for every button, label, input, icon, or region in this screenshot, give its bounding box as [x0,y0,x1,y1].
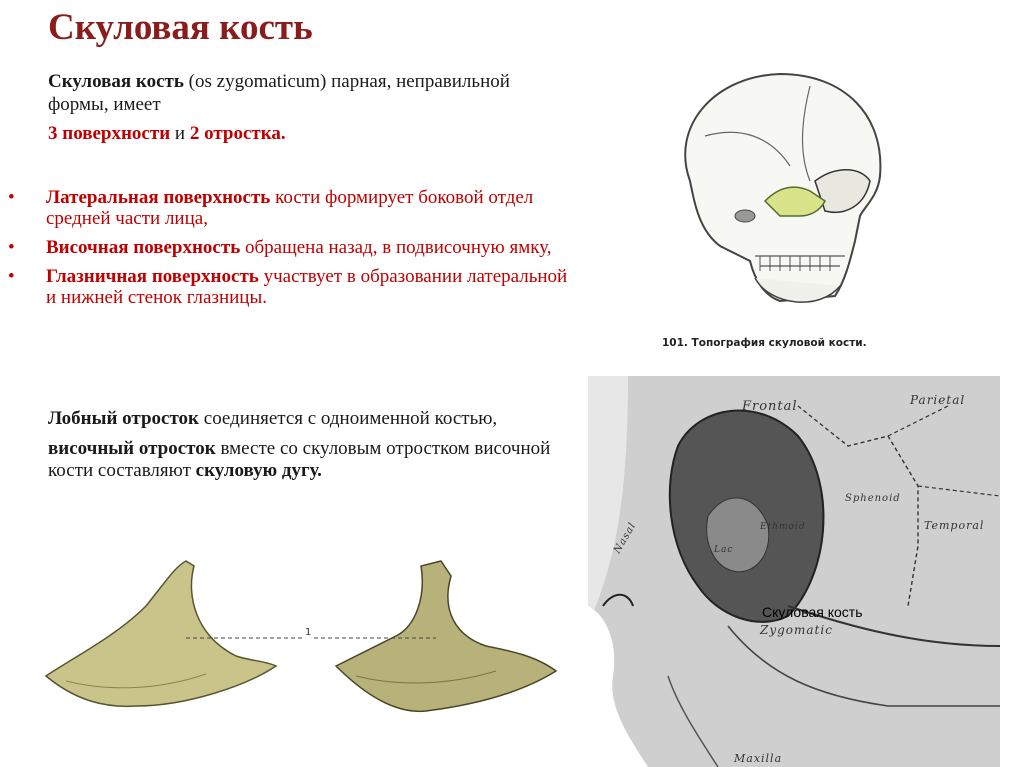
frontal-process-paragraph [48,408,578,430]
list-item [8,237,568,258]
surface-description: обращена назад, в подвисочную ямку, [240,237,552,258]
frontal-process-description: соединяется с одноименной костью, [199,408,498,429]
orbit-engraving-illustration [588,376,1000,767]
bones-marker-label: 1 [305,627,312,638]
temporal-process-term: височный отросток [48,438,216,459]
bullet-marker: • [8,187,15,208]
maxilla-label: Maxilla [734,752,783,765]
parietal-label: Parietal [910,393,966,407]
surface-name: Височная поверхность [46,237,241,258]
intro-definition [48,70,568,116]
processes-count: 2 отростка. [189,123,286,144]
list-item [8,187,568,229]
surfaces-list [8,187,568,316]
ethmoid-label: Ethmoid [760,522,806,532]
temporal-process-paragraph [48,438,578,482]
surface-description: кости формирует боковой отдел средней части лица, [46,187,534,229]
list-item [8,266,568,308]
surface-name: Латеральная поверхность [46,187,271,208]
skull-topography-illustration [660,66,900,336]
temporal-process-description: вместе со скуловым отростком височной кости составляют [48,438,551,481]
surface-name: Глазничная поверхность [46,266,259,287]
nasal-label: Nasal [612,520,639,556]
zygomatic-arch-term: скуловую дугу. [195,460,322,481]
zygomatic-latin-label: Zygomatic [760,623,833,637]
frontal-process-term: Лобный отросток [48,408,200,429]
surfaces-count: 3 поверхности [48,123,171,144]
lacrimal-label: Lac [714,545,734,555]
zygomatic-bones-illustration [36,556,566,726]
sphenoid-label: Sphenoid [845,493,901,504]
bullet-marker: • [8,266,15,287]
temporal-label: Temporal [924,519,985,532]
intro-term: Скуловая кость [48,71,184,92]
counts-conjunction: и [170,123,190,144]
figure-caption: 101. Топография скуловой кости. [662,337,867,349]
intro-counts [48,122,568,145]
intro-text [48,70,568,145]
intro-description: (os zygomaticum) парная, неправильной формы, имеет [48,71,510,115]
surface-description: участвует в образовании латеральной и нижней стенок глазницы. [46,266,568,308]
zygomatic-bone-label: Скуловая кость [762,604,863,620]
page-title: Скуловая кость [48,7,313,48]
bullet-marker: • [8,237,15,258]
frontal-label: Frontal [742,399,798,414]
processes-text [48,408,578,490]
